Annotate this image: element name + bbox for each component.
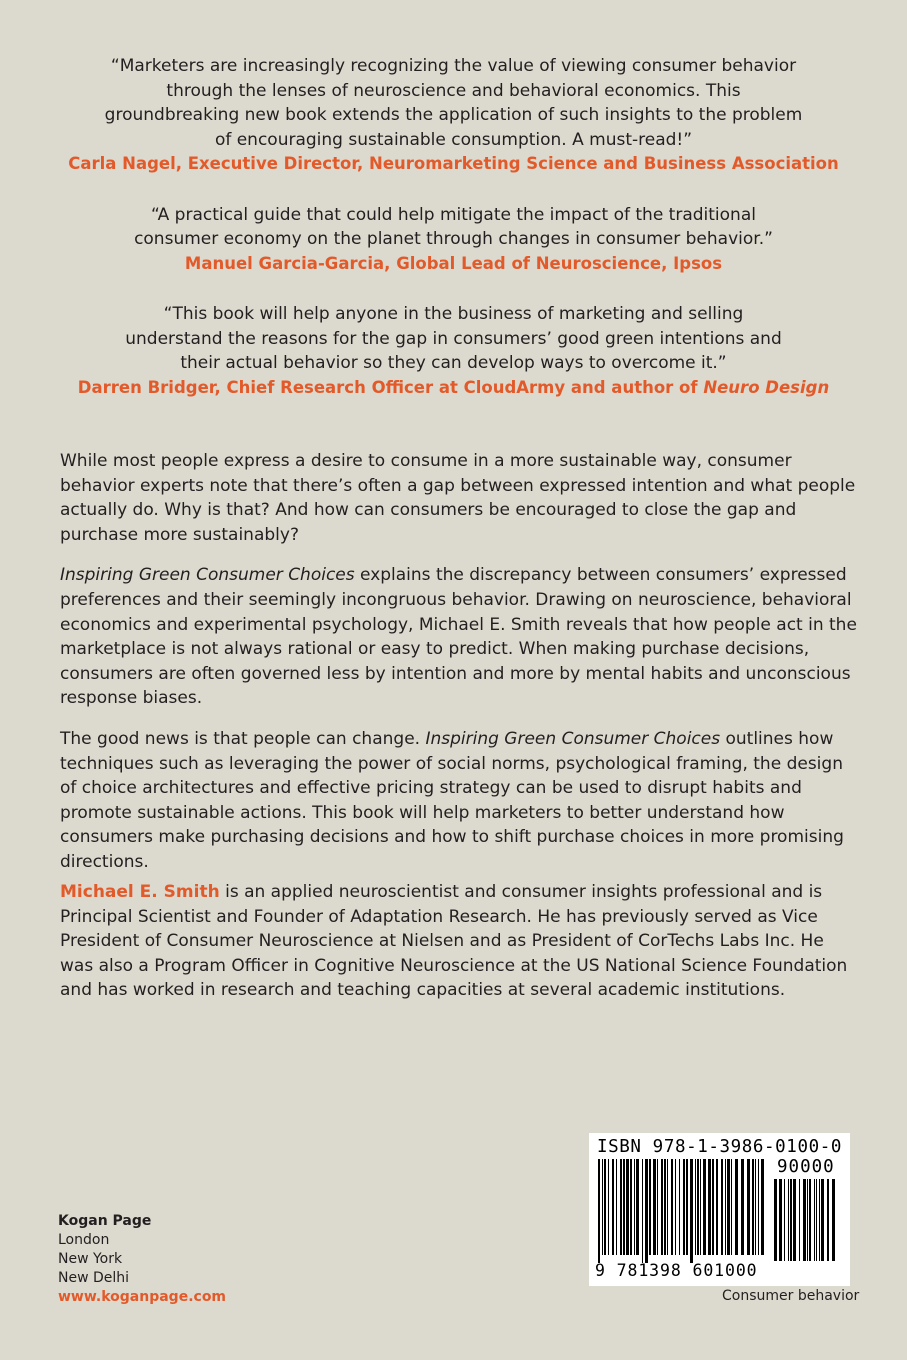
- barcode-bar: [779, 1179, 782, 1261]
- description-paragraph: While most people express a desire to consume in a more sustainable way, consumer behavior experts note that there’s often a gap between expressed intention and what people actually do. Why is that? And how can consumers be encouraged to close the gap and purchase more sustainably?: [60, 451, 856, 545]
- book-title: Inspiring Green Consumer Choices: [60, 565, 355, 586]
- barcode-bar: [671, 1159, 673, 1255]
- barcode-bar: [697, 1159, 699, 1255]
- book-title: Inspiring Green Consumer Choices: [425, 728, 721, 749]
- quote-attribution: [0, 376, 907, 401]
- barcode-bar: [612, 1159, 614, 1255]
- barcode-bar: [731, 1159, 732, 1255]
- bio-text: is an applied neuroscientist and consumer insights professional and is Principal Scientist and Founder of Adaptation Research. He has previously served as Vice President of Consumer Neuroscience at Nielsen and as President of CorTechs Labs Inc. He was also a Program Officer in Cognitive Neuroscience at the US National Science Foundation and has worked in research and teaching capacities at several academic institutions.: [60, 882, 848, 1001]
- barcode-bar: [690, 1159, 693, 1263]
- barcode-bar: [735, 1159, 738, 1255]
- barcode-bar: [799, 1179, 800, 1261]
- barcode-bar: [821, 1179, 824, 1261]
- publisher-info: [58, 1212, 226, 1307]
- attribution-text: Darren Bridger, Chief Research Officer at CloudArmy and author of: [77, 377, 704, 397]
- barcode-bar: [608, 1159, 609, 1255]
- publisher-city: London: [58, 1232, 110, 1248]
- barcode-bar: [649, 1159, 651, 1255]
- quote-text: “Marketers are increasingly recognizing the value of viewing consumer behavior through the lenses of neuroscience and behavioral economics. This groundbreaking new book extends the application of such insights to the problem of encouraging sustainable consumption. A must-read!”: [104, 56, 803, 150]
- barcode-bar: [604, 1159, 606, 1255]
- barcode-bar: [807, 1179, 808, 1261]
- barcode-bar: [700, 1159, 701, 1255]
- author-name: Michael E. Smith: [60, 882, 220, 902]
- publisher-city: New York: [58, 1251, 123, 1267]
- barcode-bar: [623, 1159, 625, 1255]
- book-description: [60, 449, 860, 891]
- barcode-bar: [790, 1179, 792, 1261]
- barcode-bar: [814, 1179, 815, 1261]
- barcode-bar: [679, 1159, 680, 1255]
- barcode-bar: [721, 1159, 723, 1255]
- quote-text: “This book will help anyone in the business of marketing and selling understand the reasons for the gap in consumers’ good green intentions and their actual behavior so they can develop ways to overcome it.”: [125, 304, 782, 373]
- barcode-bar: [832, 1179, 835, 1261]
- barcode-bar: [683, 1159, 685, 1255]
- barcode-bar: [686, 1159, 688, 1255]
- barcode-bar: [784, 1179, 785, 1261]
- endorsement-quote: [0, 203, 907, 277]
- barcode-bar: [809, 1179, 811, 1261]
- barcode-bar: [634, 1159, 635, 1255]
- barcode-bar: [747, 1159, 750, 1255]
- publisher-city: New Delhi: [58, 1270, 130, 1286]
- endorsement-quote: [0, 302, 907, 400]
- barcode-bar: [695, 1159, 696, 1255]
- barcode-bar: [598, 1159, 600, 1263]
- author-bio: [60, 880, 860, 1003]
- barcode-bar: [727, 1159, 730, 1255]
- isbn-barcode: [589, 1133, 850, 1286]
- quote-attribution: Manuel Garcia-Garcia, Global Lead of Neuroscience, Ipsos: [184, 253, 723, 273]
- barcode-bar: [703, 1159, 706, 1255]
- barcode-bar: [630, 1159, 632, 1255]
- description-paragraph: [60, 563, 860, 711]
- barcode-bar: [626, 1159, 629, 1255]
- barcode-bar: [636, 1159, 639, 1255]
- barcode-digits: 9 781398 601000: [595, 1261, 758, 1280]
- barcode-bar: [657, 1159, 658, 1255]
- paragraph-text: The good news is that people can change.: [60, 728, 426, 749]
- barcode-bar: [725, 1159, 726, 1255]
- subject-category: Consumer behavior: [722, 1288, 860, 1304]
- publisher-website-link[interactable]: www.koganpage.com: [58, 1289, 227, 1305]
- quote-attribution: Carla Nagel, Executive Director, Neuromarketing Science and Business Association: [68, 154, 839, 173]
- barcode-bar: [803, 1179, 806, 1261]
- barcode-bar: [620, 1159, 622, 1255]
- publisher-name: Kogan Page: [58, 1213, 152, 1229]
- barcode-bar: [761, 1159, 764, 1255]
- isbn-label: ISBN 978-1-3986-0100-0: [597, 1137, 842, 1157]
- barcode-bar: [716, 1159, 718, 1255]
- barcode-addon-number: 90000: [777, 1157, 835, 1177]
- quote-text: “A practical guide that could help mitigate the impact of the traditional consumer economy on the planet through changes in consumer behavior.”: [134, 204, 773, 249]
- barcode-bar: [664, 1159, 666, 1255]
- description-paragraph: [60, 727, 860, 875]
- barcode-bar: [708, 1159, 711, 1255]
- barcode-bar: [758, 1159, 759, 1255]
- barcode-bar: [642, 1159, 643, 1263]
- barcode-bars: [597, 1159, 767, 1263]
- endorsement-quote: [0, 54, 907, 177]
- barcode-bar: [741, 1159, 744, 1255]
- attribution-book-title: Neuro Design: [703, 377, 830, 397]
- barcode-bar: [788, 1179, 789, 1261]
- barcode-bar: [675, 1159, 676, 1255]
- barcode-bar: [712, 1159, 714, 1255]
- endorsements: [0, 54, 907, 426]
- barcode-bar: [793, 1179, 796, 1261]
- barcode-bar: [774, 1179, 777, 1261]
- barcode-bar: [653, 1159, 656, 1255]
- barcode-bar: [602, 1159, 603, 1255]
- paragraph-text: outlines how techniques such as leveraging the power of social norms, psychological framing, the design of choice architectures and effective pricing strategy can be used to disrupt habits and promote sustainable actions. This book will help marketers to better understand how consumers make purchasing decisions and how to shift purchase choices in more promising directions.: [60, 728, 844, 872]
- barcode-bar: [819, 1179, 820, 1261]
- barcode-bar: [827, 1179, 829, 1261]
- barcode-bar: [755, 1159, 756, 1255]
- paragraph-text: explains the discrepancy between consumers’ expressed preferences and their seemingly incongruous behavior. Drawing on neuroscience, behavioral economics and experimental psychology, Michael E. Smith reveals that how people act in the marketplace is not always rational or easy to predict. When making purchase decisions, consumers are often governed less by intention and more by mental habits and unconscious response biases.: [60, 565, 857, 709]
- barcode-bar: [645, 1159, 648, 1263]
- barcode-bar: [752, 1159, 754, 1255]
- barcode-bar: [667, 1159, 668, 1255]
- barcode-bar: [616, 1159, 617, 1255]
- barcode-addon-bars: [773, 1179, 839, 1261]
- barcode-bar: [816, 1179, 817, 1261]
- barcode-bar: [661, 1159, 663, 1255]
